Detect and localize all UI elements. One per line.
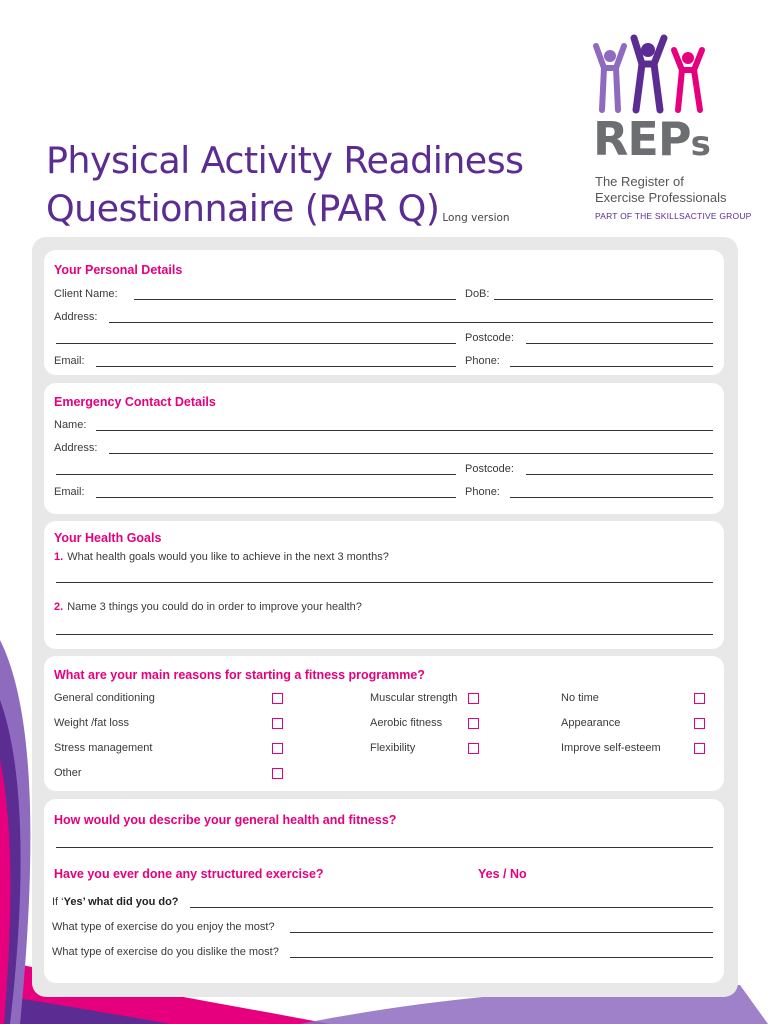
address-field-line-2[interactable] <box>56 343 456 344</box>
yes-no-option[interactable]: Yes / No <box>478 867 527 881</box>
emergency-name-label: Name: <box>54 419 87 431</box>
phone-field[interactable] <box>510 366 713 367</box>
goal-question-2-text: Name 3 things you could do in order to improve your health? <box>67 601 362 613</box>
client-name-label: Client Name: <box>54 288 118 300</box>
emergency-postcode-field[interactable] <box>526 474 713 475</box>
emergency-email-field[interactable] <box>96 497 456 498</box>
postcode-field[interactable] <box>526 343 713 344</box>
logo-word-main: REP <box>593 112 691 166</box>
emergency-contact-card <box>44 383 724 514</box>
checkbox-other[interactable] <box>272 768 283 779</box>
phone-label: Phone: <box>465 355 500 367</box>
checkbox-muscular-strength[interactable] <box>468 693 479 704</box>
reps-logo-word <box>593 114 710 169</box>
if-yes-bold: Yes’ what did you do? <box>63 896 179 908</box>
checkbox-appearance[interactable] <box>694 718 705 729</box>
exercise-enjoy-field[interactable] <box>290 932 713 933</box>
if-yes-label <box>52 896 179 908</box>
exercise-enjoy-label: What type of exercise do you enjoy the most? <box>52 921 275 933</box>
fitness-card <box>44 799 724 983</box>
reason-aerobic-fitness: Aerobic fitness <box>370 717 443 729</box>
address-field[interactable] <box>109 322 713 323</box>
reason-appearance: Appearance <box>561 717 621 729</box>
exercise-dislike-label: What type of exercise do you dislike the most? <box>52 946 279 958</box>
emergency-postcode-label: Postcode: <box>465 463 514 475</box>
emergency-email-label: Email: <box>54 486 85 498</box>
client-name-field[interactable] <box>134 299 456 300</box>
goal-question-1-number: 1. <box>54 551 64 563</box>
checkbox-improve-self-esteem[interactable] <box>694 743 705 754</box>
emergency-address-label: Address: <box>54 442 98 454</box>
checkbox-general-conditioning[interactable] <box>272 693 283 704</box>
checkbox-no-time[interactable] <box>694 693 705 704</box>
health-goals-card <box>44 521 724 649</box>
dob-label: DoB: <box>465 288 490 300</box>
goal-question-1-text: What health goals would you like to achieve in the next 3 months? <box>67 551 389 563</box>
logo-line-2: Exercise Professionals <box>595 190 727 205</box>
checkbox-stress-management[interactable] <box>272 743 283 754</box>
goal-question-2-number: 2. <box>54 601 64 613</box>
title-line-2: Questionnaire (PAR Q) <box>46 187 440 230</box>
emergency-name-field[interactable] <box>96 430 713 431</box>
address-label: Address: <box>54 311 98 323</box>
reasons-card <box>44 656 724 791</box>
page-title <box>46 137 523 242</box>
logo-word-suffix: s <box>690 124 710 164</box>
emergency-phone-label: Phone: <box>465 486 500 498</box>
reason-no-time: No time <box>561 692 599 704</box>
logo-tagline: PART OF THE SKILLSACTIVE GROUP <box>595 211 752 221</box>
reason-other: Other <box>54 767 82 779</box>
if-yes-prefix: If ‘ <box>52 896 64 908</box>
reason-flexibility: Flexibility <box>370 742 416 754</box>
goal-question-1 <box>54 551 389 563</box>
general-health-question: How would you describe your general health and fitness? <box>54 813 397 827</box>
personal-details-card <box>44 250 724 375</box>
subtitle: Long version <box>442 212 510 224</box>
reason-general-conditioning: General conditioning <box>54 692 155 704</box>
title-line-1: Physical Activity Readiness <box>46 139 524 182</box>
goal-answer-2-field[interactable] <box>56 634 713 635</box>
reason-stress-management: Stress management <box>54 742 153 754</box>
reason-weight-fat-loss: Weight /fat loss <box>54 717 129 729</box>
structured-exercise-question: Have you ever done any structured exercise? <box>54 867 324 881</box>
emergency-address-field[interactable] <box>109 453 713 454</box>
postcode-label: Postcode: <box>465 332 514 344</box>
logo-line-1: The Register of <box>595 174 684 189</box>
email-label: Email: <box>54 355 85 367</box>
dob-field[interactable] <box>494 299 713 300</box>
reasons-title: What are your main reasons for starting a fitness programme? <box>54 668 425 682</box>
reason-improve-self-esteem: Improve self-esteem <box>561 742 661 754</box>
emergency-contact-title: Emergency Contact Details <box>54 395 216 409</box>
checkbox-weight-fat-loss[interactable] <box>272 718 283 729</box>
goal-answer-1-field[interactable] <box>56 582 713 583</box>
emergency-address-field-line-2[interactable] <box>56 474 456 475</box>
general-health-field[interactable] <box>56 847 713 848</box>
health-goals-title: Your Health Goals <box>54 531 162 545</box>
goal-question-2 <box>54 601 362 613</box>
emergency-phone-field[interactable] <box>510 497 713 498</box>
personal-details-title: Your Personal Details <box>54 263 183 277</box>
checkbox-flexibility[interactable] <box>468 743 479 754</box>
checkbox-aerobic-fitness[interactable] <box>468 718 479 729</box>
email-field[interactable] <box>96 366 456 367</box>
reason-muscular-strength: Muscular strength <box>370 692 458 704</box>
exercise-dislike-field[interactable] <box>290 957 713 958</box>
if-yes-field[interactable] <box>190 907 713 908</box>
